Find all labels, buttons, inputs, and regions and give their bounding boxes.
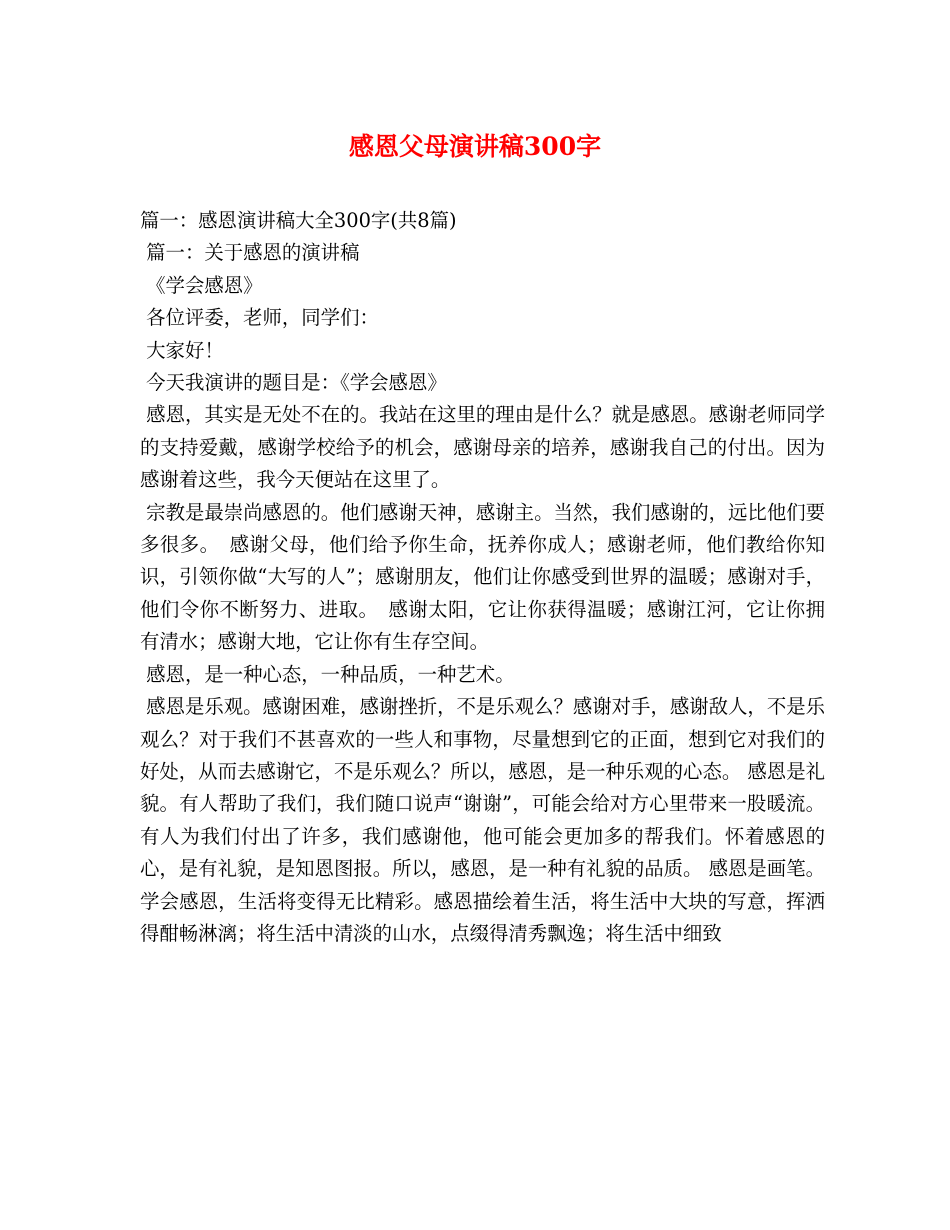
- paragraph: 今天我演讲的题目是：《学会感恩》: [140, 371, 447, 395]
- paragraph: 大家好！: [140, 338, 224, 362]
- paragraph: 各位评委，老师，同学们：: [140, 306, 379, 330]
- document-body: [140, 205, 825, 950]
- paragraph: 感恩是乐观。感谢困难，感谢挫折，不是乐观么？感谢对手，感谢敌人，不是乐观么？对于我们不甚喜欢的一些人和事物，尽量想到它的正面，想到它对我们的好处，从而去感谢它，不是乐观么？所以，感恩，是一种乐观的心态。 感恩是礼貌。有人帮助了我们，我们随口说声“谢谢”，可能会给对方心里带来一股暖流。有人为我们付出了许多，我们感谢他，他可能会更加多的帮我们。怀着感恩的心，是有礼貌，是知恩图报。所以，感恩，是一种有礼貌的品质。 感恩是画笔。学会感恩，生活将变得无比精彩。感恩描绘着生活，将生活中大块的写意，挥洒得酣畅淋漓；将生活中清淡的山水，点缀得清秀飘逸；将生活中细致: [140, 695, 825, 945]
- paragraph: 宗教是最崇尚感恩的。他们感谢天神，感谢主。当然，我们感谢的，远比他们要多很多。 感谢父母，他们给予你生命，抚养你成人；感谢老师，他们教给你知识，引领你做“大写的人”；感谢朋友，他们让你感受到世界的温暖；感谢对手，他们令你不断努力、进取。 感谢太阳，它让你获得温暖；感谢江河，它让你拥有清水；感谢大地，它让你有生存空间。: [140, 500, 825, 654]
- document-title: 感恩父母演讲稿300字: [348, 132, 602, 161]
- paragraph: 篇一：关于感恩的演讲稿: [140, 241, 360, 265]
- paragraph: 感恩，是一种心态，一种品质，一种艺术。: [140, 662, 515, 686]
- paragraph: 《学会感恩》: [140, 273, 263, 297]
- paragraph: 感恩，其实是无处不在的。我站在这里的理由是什么？就是感恩。感谢老师同学的支持爱戴，感谢学校给予的机会，感谢母亲的培养，感谢我自己的付出。因为感谢着这些，我今天便站在这里了。: [140, 403, 825, 492]
- paragraph: 篇一：感恩演讲稿大全300字(共8篇): [140, 209, 457, 232]
